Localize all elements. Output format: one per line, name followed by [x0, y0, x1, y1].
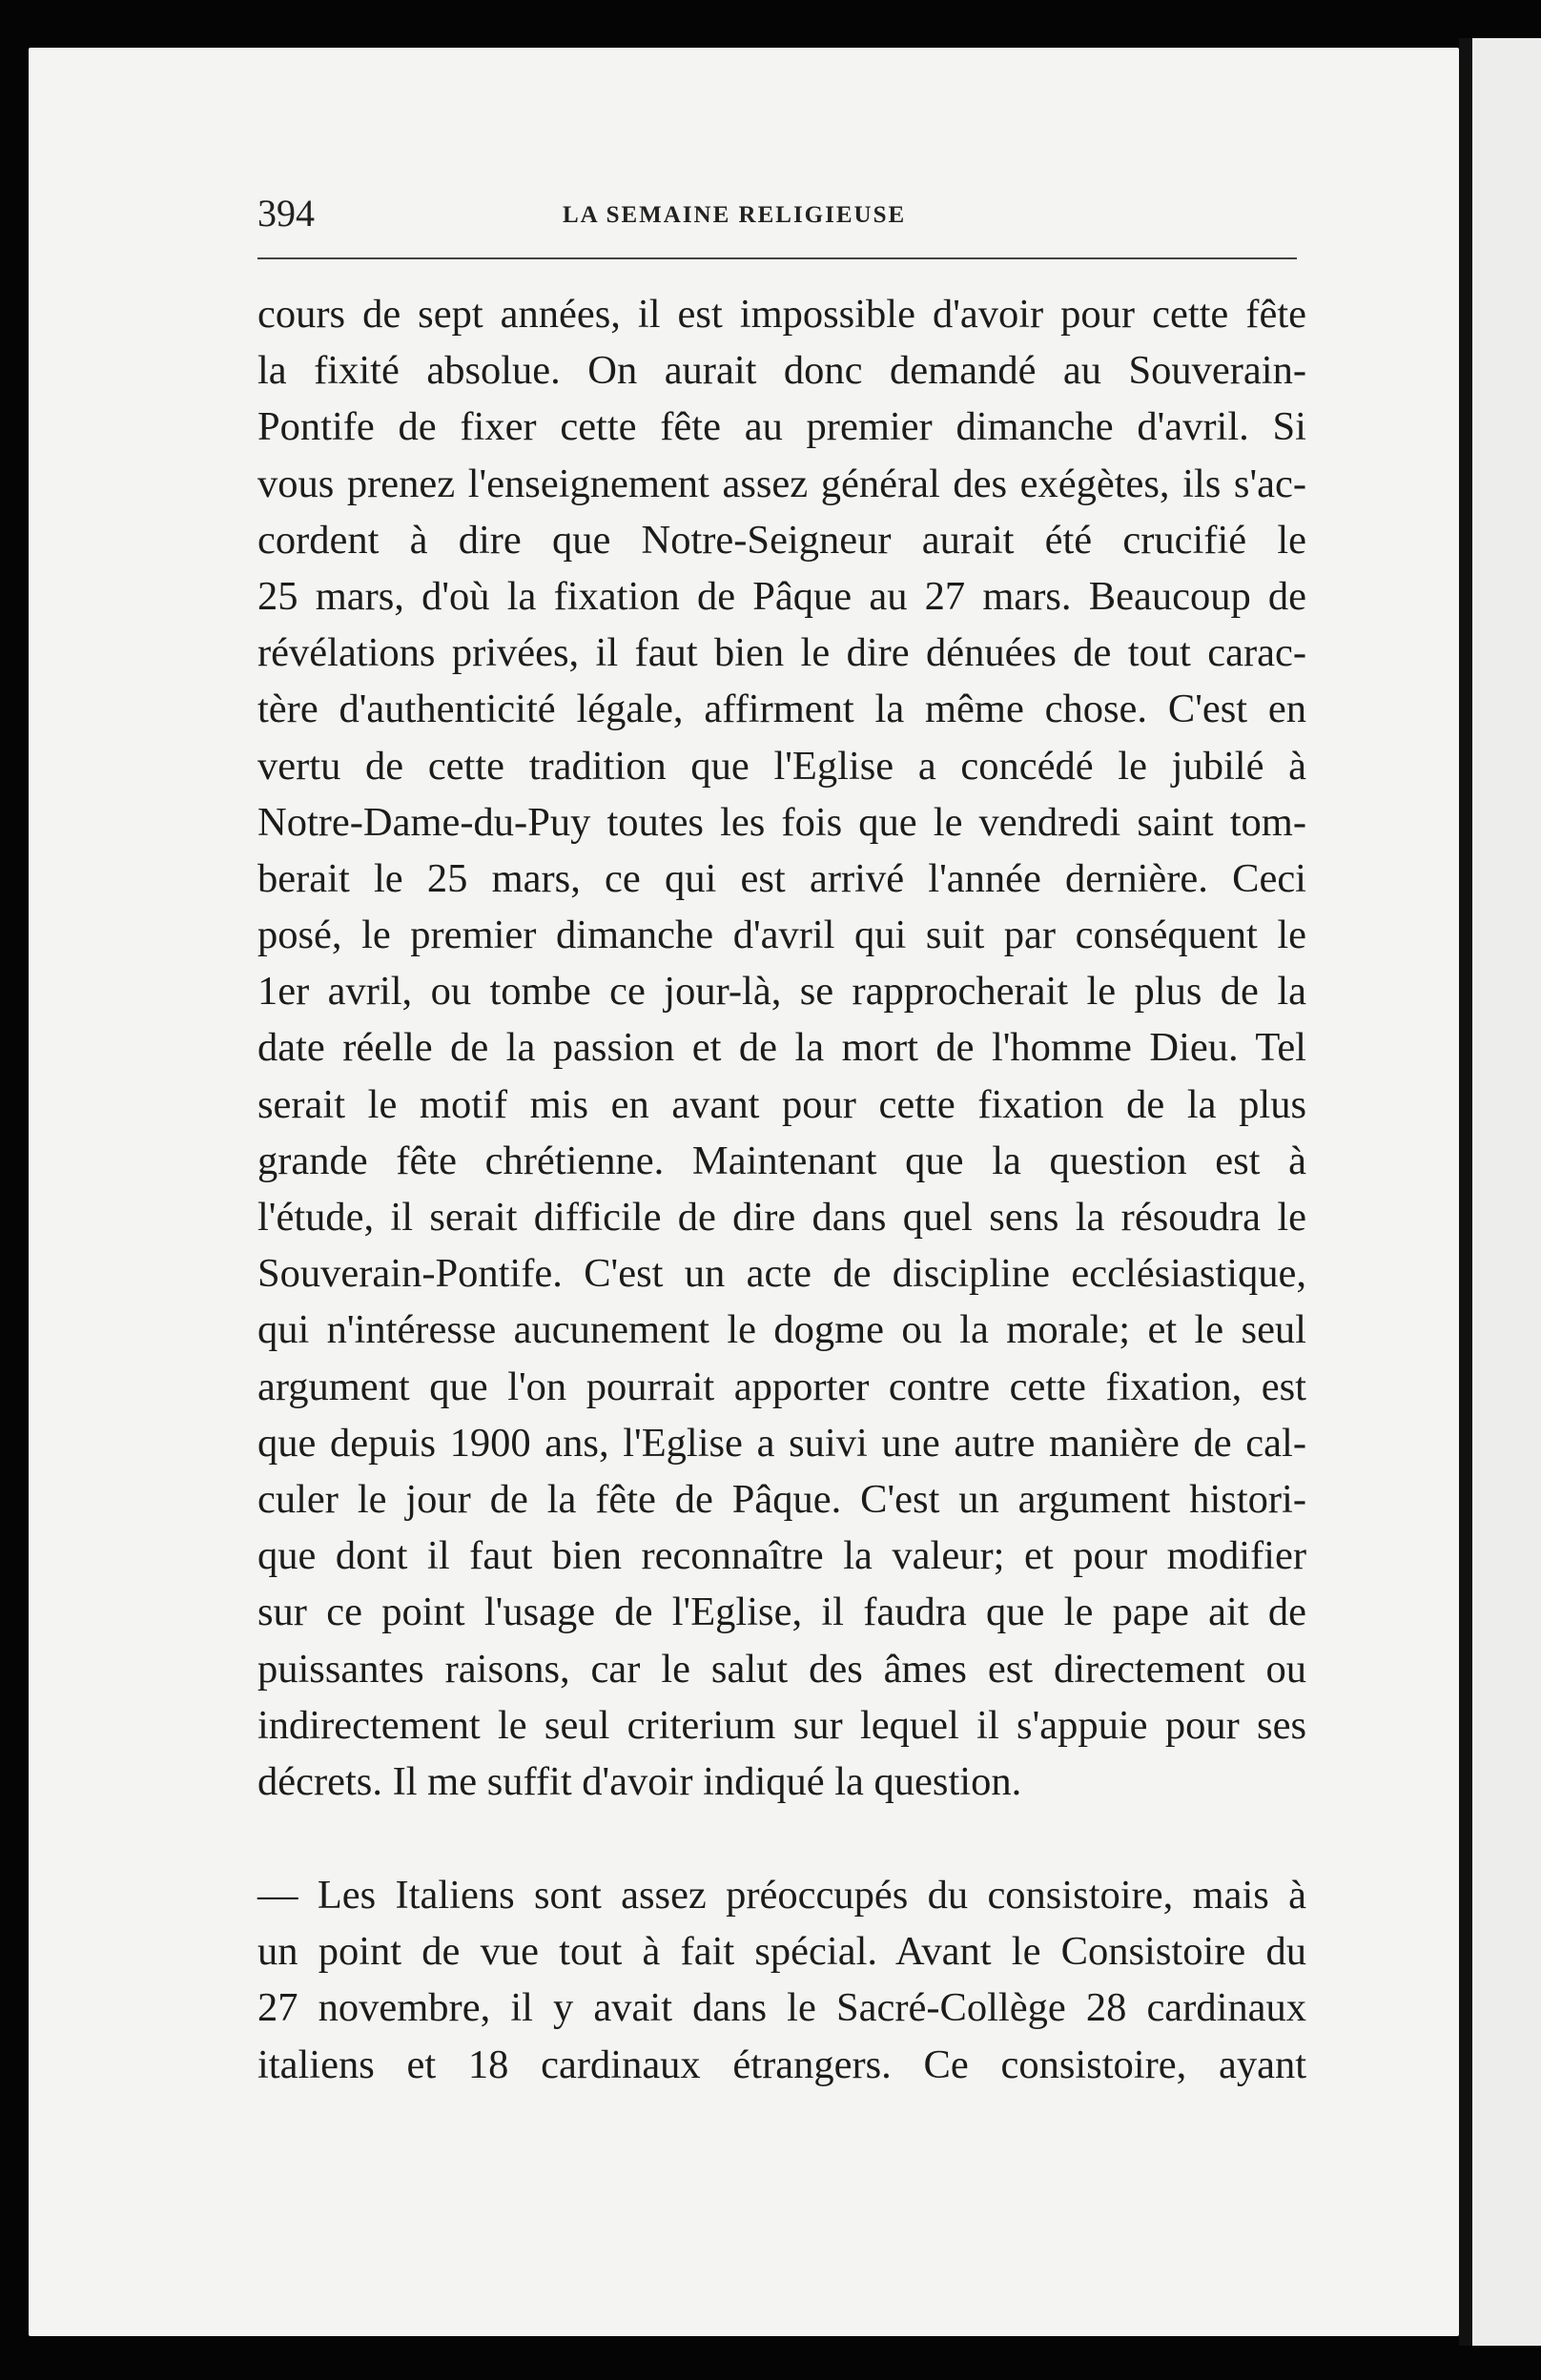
text-line: la fixité absolue. On aurait donc demandé au Souverain- [257, 348, 1306, 394]
text-line: grande fête chrétienne. Maintenant que la question est à [257, 1138, 1306, 1183]
paragraph [257, 1867, 1306, 2093]
text-line: puissantes raisons, car le salut des âmes est directement ou [257, 1646, 1306, 1692]
body-text [257, 286, 1306, 2093]
page-number: 394 [257, 192, 315, 235]
text-line: indirectement le seul criterium sur lequel il s'appuie pour ses [257, 1702, 1306, 1748]
page-header [257, 181, 1297, 259]
text-line: culer le jour de la fête de Pâque. C'est un argument histori- [257, 1476, 1306, 1522]
text-line: serait le motif mis en avant pour cette fixation de la plus [257, 1081, 1306, 1127]
text-line: argument que l'on pourrait apporter contre cette fixation, est [257, 1364, 1306, 1409]
text-line: date réelle de la passion et de la mort de l'homme Dieu. Tel [257, 1025, 1306, 1071]
text-line: posé, le premier dimanche d'avril qui suit par conséquent le [257, 913, 1306, 958]
text-line: sur ce point l'usage de l'Eglise, il faudra que le pape ait de [257, 1590, 1306, 1635]
text-line: Notre-Dame-du-Puy toutes les fois que le vendredi saint tom- [257, 799, 1306, 845]
text-line: italiens et 18 cardinaux étrangers. Ce consistoire, ayant [257, 2041, 1306, 2087]
text-line: décrets. Il me suffit d'avoir indiqué la question. [257, 1758, 1022, 1804]
text-line: l'étude, il serait difficile de dire dans quel sens la résoudra le [257, 1195, 1306, 1240]
text-line: berait le 25 mars, ce qui est arrivé l'année dernière. Ceci [257, 855, 1306, 901]
text-line: qui n'intéresse aucunement le dogme ou la morale; et le seul [257, 1307, 1306, 1353]
text-line: un point de vue tout à fait spécial. Avant le Consistoire du [257, 1929, 1306, 1975]
text-line: que dont il faut bien reconnaître la valeur; et pour modifier [257, 1533, 1306, 1579]
paragraph [257, 286, 1306, 1810]
paragraph-gap [257, 1810, 1306, 1867]
text-line: révélations privées, il faut bien le dire dénuées de tout carac- [257, 630, 1306, 676]
running-title: LA SEMAINE RELIGIEUSE [563, 202, 907, 228]
text-line: Souverain-Pontife. C'est un acte de discipline ecclésiastique, [257, 1251, 1306, 1297]
text-line: 1er avril, ou tombe ce jour-là, se rapprocherait le plus de la [257, 969, 1306, 1015]
text-line: tère d'authenticité légale, affirment la même chose. C'est en [257, 687, 1306, 732]
text-line: 27 novembre, il y avait dans le Sacré-Collège 28 cardinaux [257, 1985, 1306, 2031]
text-line: 25 mars, d'où la fixation de Pâque au 27 mars. Beaucoup de [257, 573, 1306, 619]
text-line: — Les Italiens sont assez préoccupés du consistoire, mais à [257, 1873, 1306, 1918]
text-line: que depuis 1900 ans, l'Eglise a suivi une autre manière de cal- [257, 1420, 1306, 1466]
text-line: cours de sept années, il est impossible d'avoir pour cette fête [257, 292, 1306, 337]
text-line: cordent à dire que Notre-Seigneur aurait été crucifié le [257, 517, 1306, 563]
text-line: Pontife de fixer cette fête au premier dimanche d'avril. Si [257, 404, 1306, 450]
text-line: vous prenez l'enseignement assez général des exégètes, ils s'ac- [257, 461, 1306, 506]
text-line: vertu de cette tradition que l'Eglise a concédé le jubilé à [257, 743, 1306, 789]
facing-page-edge [1459, 38, 1541, 2346]
